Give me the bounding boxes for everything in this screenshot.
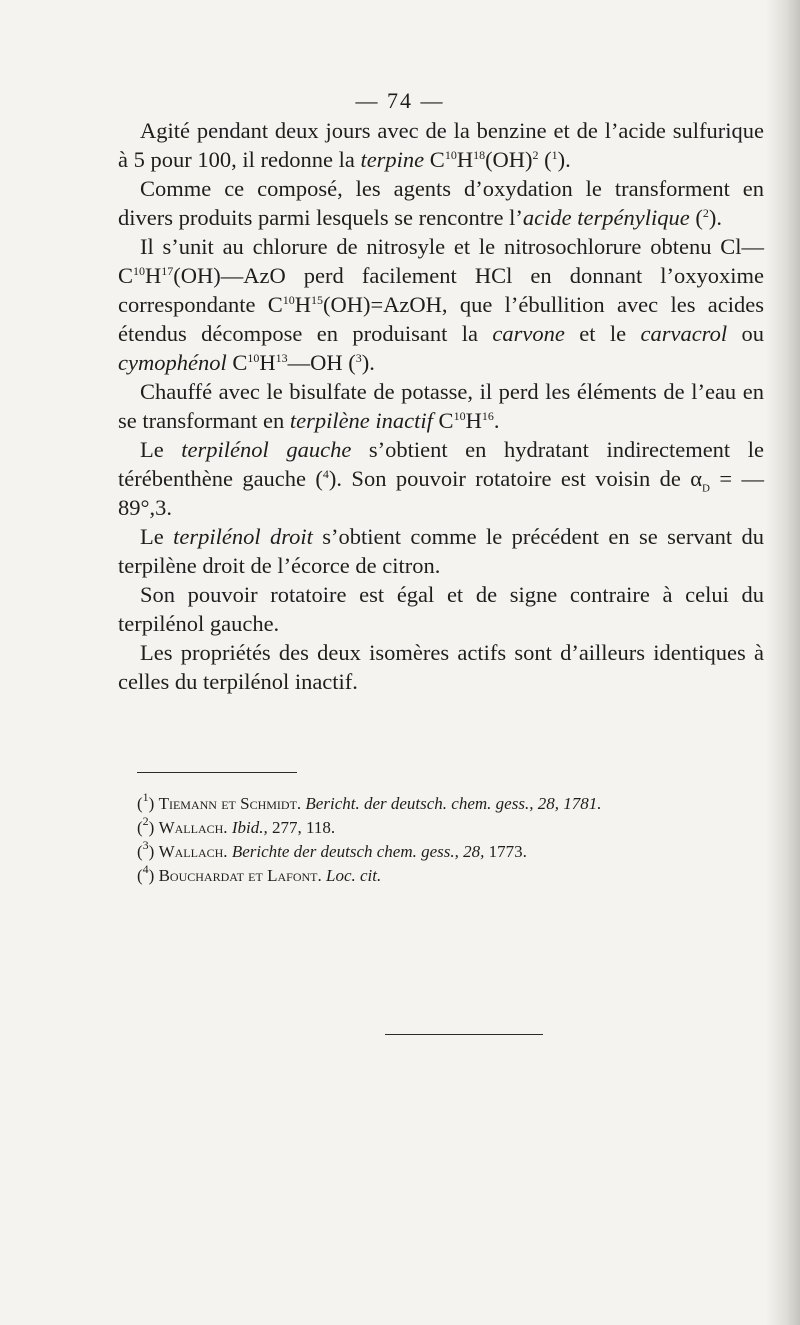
end-rule [385,1034,543,1035]
footnote-2: ($^2$) Wallach. Ibid., 277, 118. [137,814,336,837]
footnote-separator [137,772,297,773]
footnote-ref: 1 [551,148,558,162]
paragraph-terpine: Agité pendant deux jours avec de la benzine et de l’acide sulfurique à 5 pour 100, il redonne la terpine $C^{10}H^{18}(OH)^2$ ($^1$). [118,118,764,172]
footnotes [137,792,757,888]
footnote-ref: 4 [322,467,329,481]
page-edge-shadow [766,0,800,1325]
paragraph-terpilenol-droit: Le terpilénol droit s’obtient comme le précédent en se servant du terpilène droit de l’écorce de citron. [118,524,764,578]
paragraph-oxidation: Comme ce composé, les agents d’oxydation le transforment en divers produits parmi lesquels se rencontre l’acide terpénylique ($^2$). [118,176,764,230]
paragraph-isomers: Les propriétés des deux isomères actifs sont d’ailleurs identiques à celles du terpilénol inactif. [118,640,764,694]
body-text [118,116,764,696]
paragraph-rotatory-power: Son pouvoir rotatoire est égal et de signe contraire à celui du terpilénol gauche. [118,582,764,636]
paragraph-nitrosyl: Il s’unit au chlorure de nitrosyle et le nitrosochlorure obtenu $Cl—C^{10}H^{17}(OH)—AzO$ perd facilement HCl en donnant l’oxyoxime correspondante $C^{10}H^{15}(OH)=AzOH$, que l’ébullition avec les acides étendus décompose en produisant la carvone et le carvacrol ou cymophénol $C^{10}H^{13}—OH$ ($^3$). [118,234,764,375]
footnote-ref: 3 [355,351,362,365]
footnote-3: ($^3$) Wallach. Berichte der deutsch chem. gess., 28, 1773. [137,838,527,861]
paragraph-terpilenol-gauche: Le terpilénol gauche s’obtient en hydratant indirectement le térébenthène gauche ($^4$). Son pouvoir rotatoire est voisin de $\alpha_D$ = — 89°,3. [118,437,764,520]
footnote-4: ($^4$) Bouchardat et Lafont. Loc. cit. [137,862,382,885]
page-number: — 74 — [355,88,445,113]
paragraph-bisulfate: Chauffé avec le bisulfate de potasse, il perd les éléments de l’eau en se transformant en terpilène inactif $C^{10}H^{16}$. [118,379,764,433]
footnote-1: ($^1$) Tiemann et Schmidt. Bericht. der deutsch. chem. gess., 28, 1781. [137,790,602,813]
footnote-ref: 2 [702,206,709,220]
